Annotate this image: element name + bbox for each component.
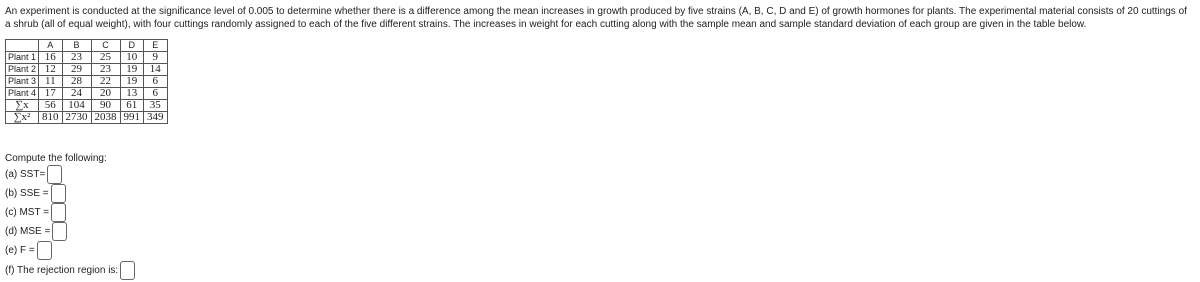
table-cell: 991 xyxy=(120,112,144,124)
compute-instruction: Compute the following: xyxy=(5,153,107,164)
row-label: Plant 1 xyxy=(6,52,39,64)
header-b: B xyxy=(62,40,91,52)
mst-label: (c) MST = xyxy=(5,207,49,218)
f-answer-input[interactable] xyxy=(37,241,52,260)
table-cell: 90 xyxy=(91,100,120,112)
table-cell: 6 xyxy=(144,88,168,100)
table-cell: 6 xyxy=(144,76,168,88)
table-cell: 16 xyxy=(39,52,63,64)
f-label: (e) F = xyxy=(5,245,35,256)
table-cell: 9 xyxy=(144,52,168,64)
table-cell: 35 xyxy=(144,100,168,112)
table-cell: 24 xyxy=(62,88,91,100)
table-row xyxy=(6,88,168,100)
table-cell: 104 xyxy=(62,100,91,112)
table-cell: 56 xyxy=(39,100,63,112)
table-cell: 2038 xyxy=(91,112,120,124)
header-e: E xyxy=(144,40,168,52)
table-cell: 13 xyxy=(120,88,144,100)
table-row xyxy=(6,76,168,88)
table-cell: 61 xyxy=(120,100,144,112)
table-cell: 25 xyxy=(91,52,120,64)
sse-answer-input[interactable] xyxy=(51,184,66,203)
table-cell: 10 xyxy=(120,52,144,64)
sum-x-row xyxy=(6,100,168,112)
data-table xyxy=(5,39,168,124)
table-cell: 19 xyxy=(120,76,144,88)
table-cell: 29 xyxy=(62,64,91,76)
table-cell: 19 xyxy=(120,64,144,76)
table-cell: 12 xyxy=(39,64,63,76)
sst-label: (a) SST= xyxy=(5,169,46,180)
header-a: A xyxy=(39,40,63,52)
rejection-label: (f) The rejection region is: xyxy=(5,265,119,276)
mse-answer-input[interactable] xyxy=(52,222,67,241)
table-row xyxy=(6,64,168,76)
table-cell: 14 xyxy=(144,64,168,76)
table-cell: 20 xyxy=(91,88,120,100)
question-mse xyxy=(5,222,67,241)
sum-x2-label: ∑x² xyxy=(6,112,39,124)
row-label: Plant 4 xyxy=(6,88,39,100)
header-d: D xyxy=(120,40,144,52)
mse-label: (d) MSE = xyxy=(5,226,51,237)
problem-statement: An experiment is conducted at the significance level of 0.005 to determine whether there is a difference among the mean increases in growth produced by five strains (A, B, C, D and E) of growth hormones for plants. The experimental material consists of 20 cuttings of a shrub (all of equal weight), with four cuttings randomly assigned to each of the five different strains. The increases in weight for each cutting along with the sample mean and sample standard deviation of each group are given in the table below. xyxy=(5,6,1187,30)
sse-label: (b) SSE = xyxy=(5,188,49,199)
table-cell: 810 xyxy=(39,112,63,124)
question-f xyxy=(5,241,52,260)
question-mst xyxy=(5,203,66,222)
table-cell: 28 xyxy=(62,76,91,88)
table-cell: 23 xyxy=(91,64,120,76)
mst-answer-input[interactable] xyxy=(51,203,66,222)
table-row xyxy=(6,52,168,64)
table-cell: 11 xyxy=(39,76,63,88)
question-sse xyxy=(5,184,66,203)
question-rejection xyxy=(5,261,135,280)
row-label: Plant 3 xyxy=(6,76,39,88)
question-sst xyxy=(5,165,62,184)
header-corner xyxy=(6,40,39,52)
sum-x2-row xyxy=(6,112,168,124)
sst-answer-input[interactable] xyxy=(47,165,62,184)
table-cell: 349 xyxy=(144,112,168,124)
table-cell: 22 xyxy=(91,76,120,88)
table-header-row xyxy=(6,40,168,52)
table-cell: 17 xyxy=(39,88,63,100)
row-label: Plant 2 xyxy=(6,64,39,76)
table-cell: 23 xyxy=(62,52,91,64)
sum-x-label: ∑x xyxy=(6,100,39,112)
table-cell: 2730 xyxy=(62,112,91,124)
header-c: C xyxy=(91,40,120,52)
rejection-answer-input[interactable] xyxy=(120,261,135,280)
